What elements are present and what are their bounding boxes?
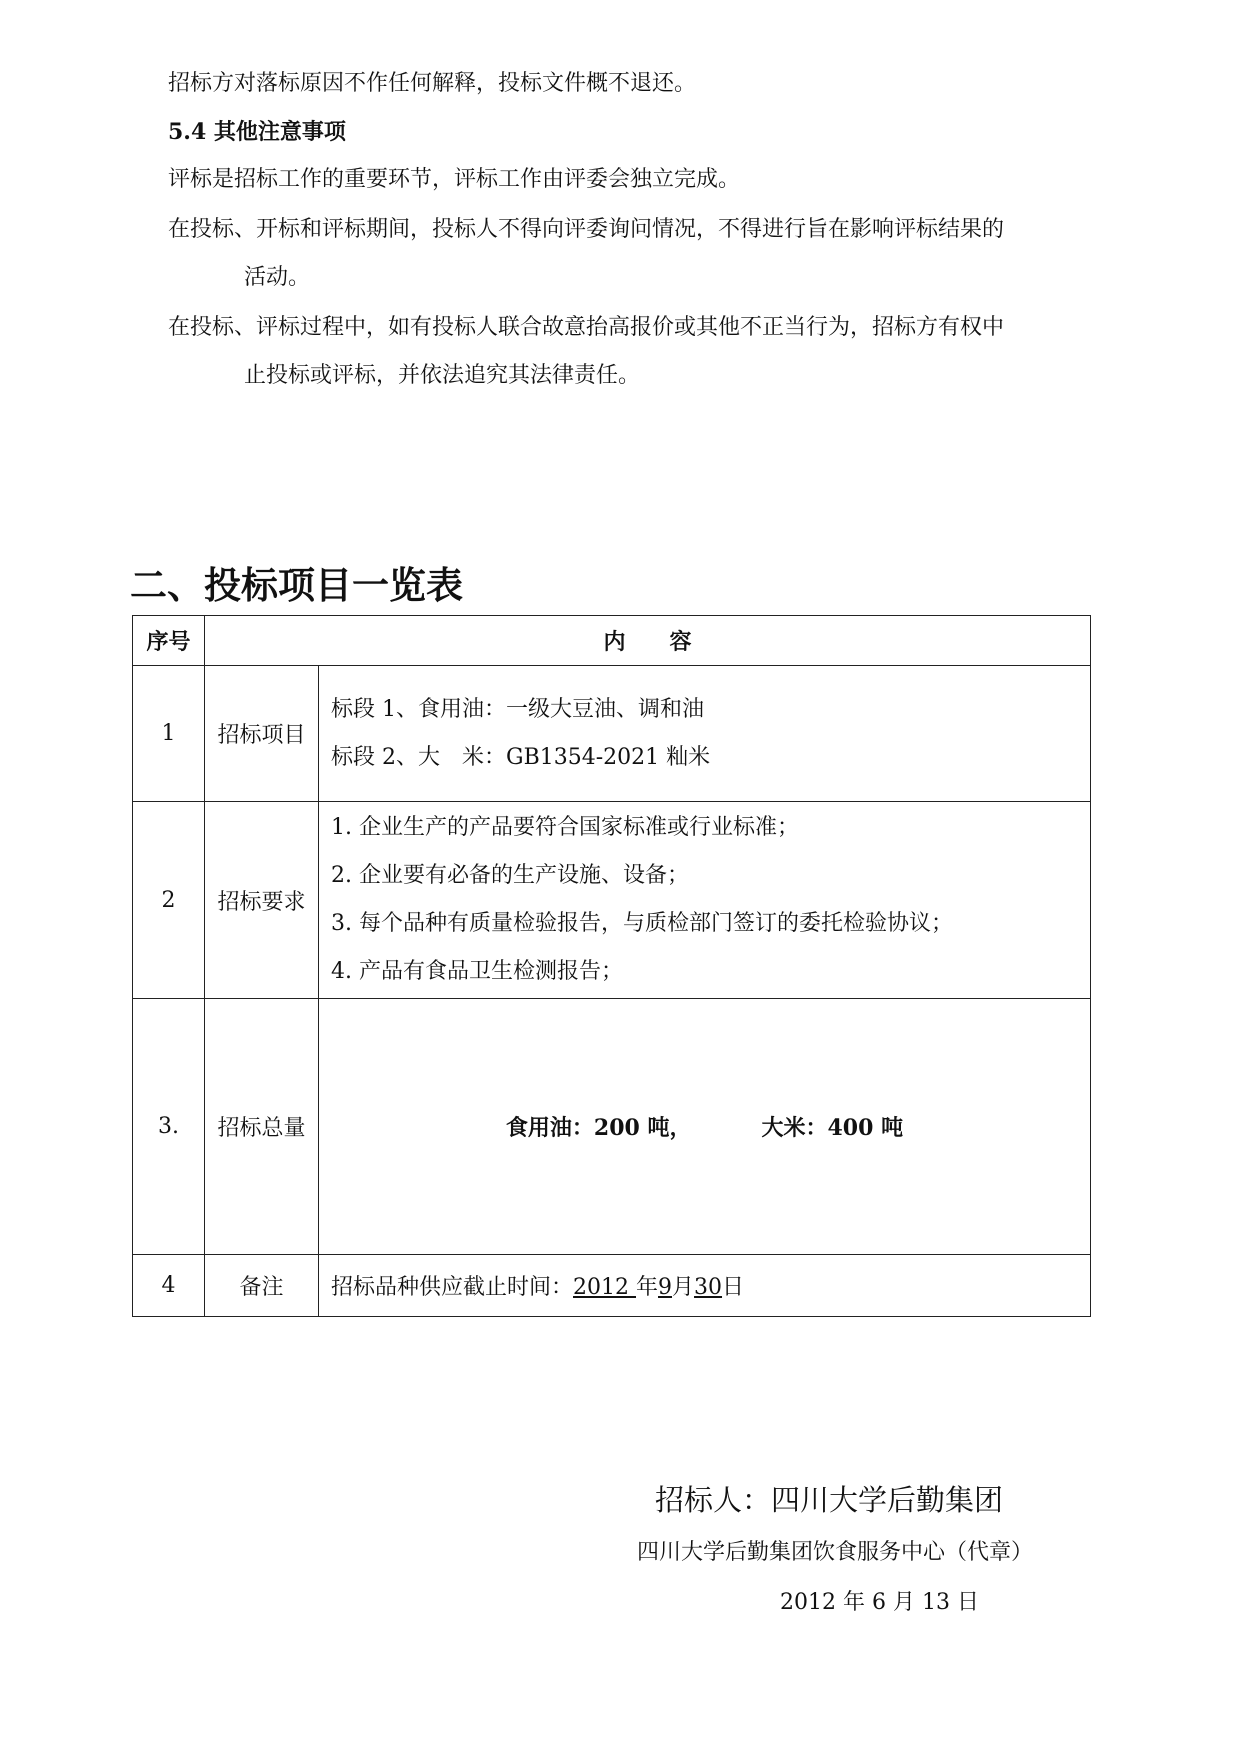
row-index: 1 [133, 666, 205, 802]
header-index: 序号 [133, 616, 205, 666]
row-index: 4 [133, 1255, 205, 1317]
deadline-day-unit: 日 [722, 1275, 745, 1300]
table-row [133, 999, 1091, 1255]
content-line: 2. 企业要有必备的生产设施、设备； [331, 863, 689, 888]
issuer: 招标人：四川大学后勤集团 [655, 1483, 1004, 1517]
paragraph-no-inquiry-line2: 活动。 [244, 265, 311, 290]
deadline-prefix: 招标品种供应截止时间： [331, 1275, 574, 1300]
row-name: 招标总量 [205, 999, 319, 1255]
total-quantity [319, 999, 1091, 1255]
row-index: 2 [133, 802, 205, 999]
total-rice: 大米：400 吨 [761, 1115, 904, 1141]
header-content: 内 容 [205, 616, 1091, 666]
paragraph-evaluation-independent: 评标是招标工作的重要环节，评标工作由评委会独立完成。 [168, 167, 741, 192]
total-oil: 食用油：200 吨， [505, 1115, 692, 1141]
content-line: 4. 产品有食品卫生检测报告； [331, 959, 623, 984]
deadline-year-unit: 年 [636, 1275, 659, 1300]
paragraph-collusion-line1: 在投标、评标过程中，如有投标人联合故意抬高报价或其他不正当行为，招标方有权中 [168, 315, 1005, 340]
deadline [319, 1255, 1091, 1317]
issuing-agent: 四川大学后勤集团饮食服务中心（代章） [637, 1540, 1034, 1565]
table-row [133, 802, 1091, 999]
paragraph-collusion-line2: 止投标或评标，并依法追究其法律责任。 [244, 363, 641, 388]
table-row [133, 1255, 1091, 1317]
issue-date: 2012 年 6 月 13 日 [780, 1590, 979, 1615]
content-line: 标段 1、食用油：一级大豆油、调和油 [331, 696, 704, 722]
row-name: 招标要求 [205, 802, 319, 999]
table-row [133, 666, 1091, 802]
paragraph-no-inquiry-line1: 在投标、开标和评标期间，投标人不得向评委询问情况，不得进行旨在影响评标结果的 [168, 217, 1005, 242]
deadline-year: 2012 [573, 1275, 636, 1300]
bid-items-table [132, 615, 1091, 1317]
table-header-row [133, 616, 1091, 666]
paragraph-no-explanation: 招标方对落标原因不作任何解释，投标文件概不退还。 [168, 71, 697, 96]
content-line: 标段 2、大 米：GB1354-2021 籼米 [331, 744, 711, 770]
row-index: 3. [133, 999, 205, 1255]
row-name: 招标项目 [205, 666, 319, 802]
content-line: 3. 每个品种有质量检验报告，与质检部门签订的委托检验协议； [331, 911, 953, 936]
row-content [319, 666, 1091, 802]
deadline-month: 9 [658, 1275, 673, 1300]
section-title-other-notes: 5.4 其他注意事项 [168, 119, 346, 145]
deadline-day: 30 [694, 1275, 723, 1300]
content-line: 1. 企业生产的产品要符合国家标准或行业标准； [331, 815, 799, 840]
row-content [319, 802, 1091, 999]
deadline-month-unit: 月 [672, 1275, 695, 1300]
row-name: 备注 [205, 1255, 319, 1317]
table-title: 二、投标项目一览表 [130, 563, 463, 607]
